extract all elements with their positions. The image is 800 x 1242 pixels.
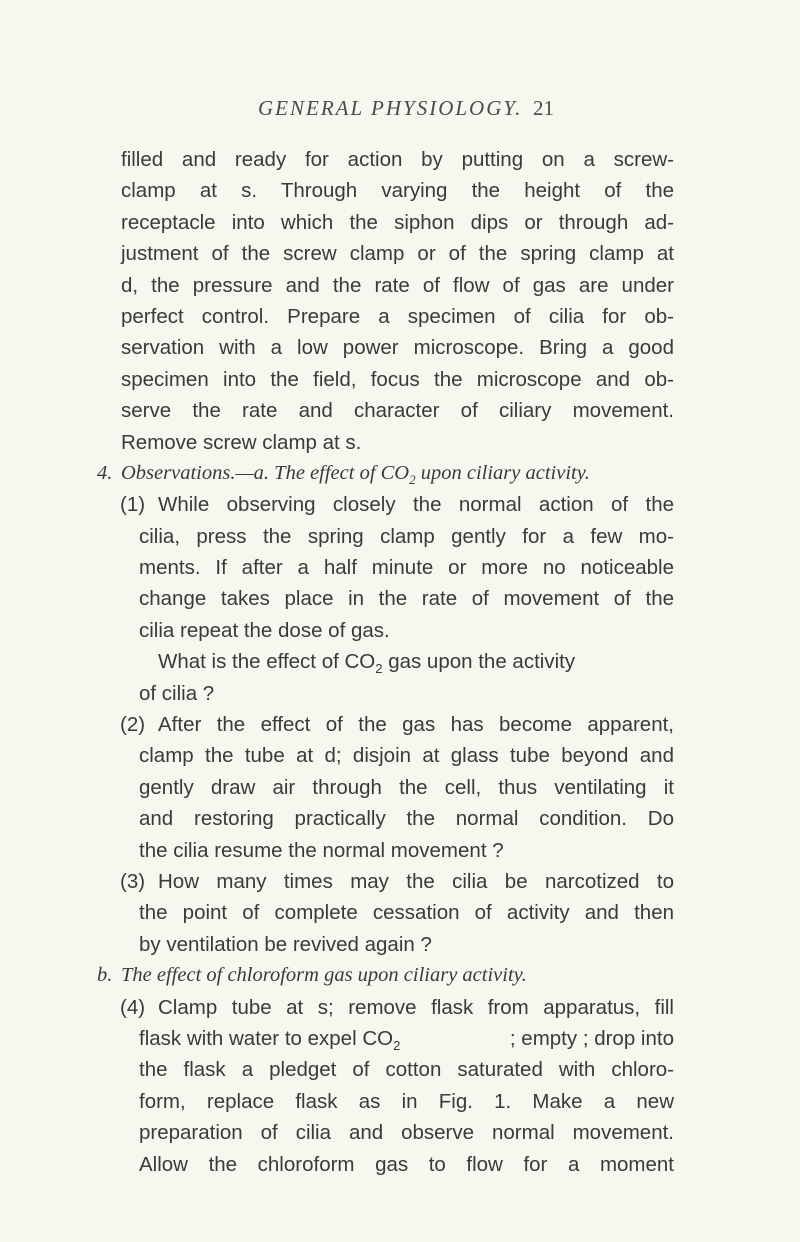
text-line: serve the rate and character of ciliary movement.	[121, 399, 674, 423]
text-line: the cilia resume the normal movement ?	[139, 838, 504, 862]
text-line: of cilia ?	[139, 681, 215, 705]
text-line: perfect control. Prepare a specimen of cilia for ob-	[121, 304, 674, 328]
text-line: receptacle into which the siphon dips or through ad-	[121, 210, 674, 234]
section-heading-4	[0, 458, 800, 489]
section-heading: The effect of chloroform gas upon ciliary activity.	[121, 964, 527, 987]
page-header	[0, 96, 800, 126]
text-line: the flask a pledget of cotton saturated with chloro-	[139, 1058, 674, 1082]
text-line: flask with water to expel $CO_2$ ; empty ; drop into	[139, 1026, 674, 1053]
text-line: ments. If after a half minute or more no noticeable	[139, 556, 674, 580]
text-line: clamp the tube at d; disjoin at glass tube beyond and	[139, 744, 674, 768]
text-line: Allow the chloroform gas to flow for a moment	[139, 1152, 674, 1176]
section-marker: b.	[97, 964, 113, 987]
text-line: change takes place in the rate of movement of the	[139, 587, 674, 611]
running-head: GENERAL PHYSIOLOGY.	[258, 96, 523, 120]
text-line: form, replace flask as in Fig. 1. Make a new	[139, 1089, 674, 1113]
text-line: clamp at s. Through varying the height of the	[121, 179, 674, 203]
text-line: gently draw air through the cell, thus ventilating it	[139, 775, 674, 799]
text-line: servation with a low power microscope. Bring a good	[121, 336, 674, 360]
text-line: cilia repeat the dose of gas.	[139, 618, 390, 642]
page-number: 21	[533, 96, 554, 120]
text-line: How many times may the cilia be narcotized to	[158, 869, 674, 893]
text-line: d, the pressure and the rate of flow of gas are under	[121, 273, 674, 297]
question-line: What is the effect of $CO_2$ gas upon the activity	[158, 650, 576, 677]
text-line: After the effect of the gas has become apparent,	[158, 713, 674, 737]
text-line: Clamp tube at s; remove flask from apparatus, fill	[158, 995, 674, 1019]
item-number: (3)	[120, 869, 146, 893]
item-number: (4)	[120, 995, 146, 1019]
section-marker: 4.	[97, 461, 113, 484]
text-line: preparation of cilia and observe normal movement.	[139, 1121, 674, 1145]
text-line: specimen into the field, focus the microscope and ob-	[121, 367, 674, 391]
text-line: filled and ready for action by putting on a screw-	[121, 148, 674, 171]
item-number: (1)	[120, 493, 146, 517]
page-body	[0, 144, 800, 1180]
item-number: (2)	[120, 713, 146, 737]
text-line: by ventilation be revived again ?	[139, 932, 432, 956]
text-line: and restoring practically the normal condition. Do	[139, 807, 674, 831]
section-heading-b	[0, 960, 800, 991]
text-line: cilia, press the spring clamp gently for a few mo-	[139, 524, 674, 548]
text-line: justment of the screw clamp or of the spring clamp at	[121, 242, 674, 266]
text-line: Remove screw clamp at s.	[121, 430, 362, 454]
text-line: the point of complete cessation of activity and then	[139, 901, 674, 925]
text-line: While observing closely the normal action of the	[158, 493, 674, 517]
section-heading: Observations.—a. The effect of $CO_2$ upon ciliary activity.	[121, 461, 590, 487]
